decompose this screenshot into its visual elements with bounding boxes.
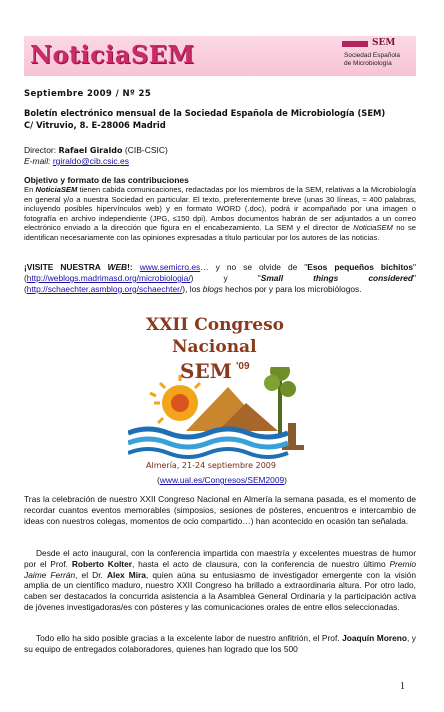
director-label: Director: bbox=[24, 145, 59, 155]
p2-kolter: Roberto Kolter bbox=[71, 558, 132, 569]
wave-3 bbox=[128, 449, 288, 457]
small-things-title: Small things considered bbox=[260, 273, 414, 283]
visit-web-paragraph bbox=[24, 262, 416, 295]
org-name-line2: de Microbiología bbox=[344, 60, 392, 67]
paragraph-3 bbox=[24, 633, 416, 655]
visit-f: " ( bbox=[24, 273, 416, 294]
p2-g: , quien aúna su entusiasmo de investigador emergente con la visión amplia de un científico maduro, nuestro XXII Congreso ha brillado a extraordinaria altura. Por otro lado, caben ser destacados la concurrida asistencia a la Asamblea General Ordinaria y la participación activa de jóvenes investigadoras/es con pósteres y las comunicaciones orales de entre ellos seleccionadas. bbox=[24, 569, 416, 612]
wave-2 bbox=[128, 439, 288, 447]
congress-year: '09 bbox=[236, 361, 250, 372]
objective-text bbox=[24, 185, 416, 243]
congress-title-line1: XXII Congreso bbox=[146, 315, 285, 335]
director-line bbox=[24, 145, 168, 156]
congress-title-line2: Nacional bbox=[172, 337, 257, 357]
visit-a: ¡VISITE NUESTRA bbox=[24, 262, 108, 272]
tree-leaves-3 bbox=[280, 381, 296, 397]
p2-a: Desde el acto inaugural, con la conferencia impartida con maestría y excelentes muestras de humor por el Prof. bbox=[24, 548, 416, 569]
noticiasem-logo: NoticiaSEM bbox=[30, 40, 195, 69]
objective-brand-2: NoticiaSEM bbox=[353, 223, 393, 233]
email-label: E-mail: bbox=[24, 156, 51, 166]
objective-text-b: tienen cabida comunicaciones, redactadas por los miembros de la SEM, relativas a la Microbiología en general y/o a nuestra Sociedad en particular. El texto, preferentemente breve (unas 30 líneas, ≈ 400 palabras, incluyendo posibles hipervínculos web) y en formato WORD (.doc), podrá ir acompañado por una imagen o fotografía en archivo independiente (JPG, ≤150 dpi). Ambos documentos habrán de ser adjuntados a un correo electrónico enviado a la dirección que figura en el encabezamiento. La SEM y el director de bbox=[24, 185, 417, 233]
p2-e: , el Dr. bbox=[75, 569, 107, 580]
sun-core bbox=[171, 394, 189, 412]
email-line bbox=[24, 156, 129, 166]
email-link[interactable]: rgiraldo@cib.csic.es bbox=[52, 156, 130, 166]
visit-c: … y no se olvide de " bbox=[200, 262, 308, 272]
p2-mira: Alex Mira bbox=[106, 569, 146, 580]
paragraph-2 bbox=[24, 548, 416, 613]
objective-text-c: no se identifican necesariamente con las opiniones expresadas a título particular por los autores de las noticias. bbox=[24, 223, 416, 242]
p3-moreno: Joaquín Moreno bbox=[342, 633, 407, 643]
semicro-link[interactable]: www.semicro.es bbox=[139, 262, 201, 272]
bichitos-link[interactable]: http://weblogs.madrimasd.org/microbiologia/ bbox=[26, 273, 191, 283]
paragraph-1: Tras la celebración de nuestro XXII Congreso Nacional en Almería la semana pasada, es el momento de recordar cuantos eventos memorables (simposios, sesiones de pósteres, encuentros e intercambio de ideas con nuestros colegas, momentos de ocio compartido…) han acontecido en ocasión tan señalada. bbox=[24, 494, 416, 526]
congress-title-line3: SEM bbox=[180, 359, 232, 383]
visit-d: " ( bbox=[24, 262, 416, 283]
sem-logo-text: SEM bbox=[372, 38, 396, 48]
p3-a: Todo ello ha sido posible gracias a la excelente labor de nuestro anfitrión, el Prof. bbox=[36, 633, 343, 643]
bulletin-address: C/ Vitruvio, 8. E-28006 Madrid bbox=[24, 120, 166, 130]
congress-date: Almería, 21-24 septiembre 2009 bbox=[146, 461, 276, 470]
congress-link[interactable]: www.ual.es/Congresos/SEM2009 bbox=[159, 475, 285, 485]
visit-h: hechos por y para los microbiólogos. bbox=[222, 284, 362, 294]
issue-number: Septiembre 2009 / Nº 25 bbox=[24, 89, 152, 99]
p2-c: , hasta el acto de clausura, con la conferencia de nuestro último bbox=[131, 558, 390, 569]
p2-premio: Premio Jaime Ferrán bbox=[24, 558, 416, 580]
p3-c: , y su equipo de entregados colaboradores, quienes han logrado que los 500 bbox=[24, 633, 416, 654]
visit-web: WEB bbox=[107, 262, 128, 272]
schaechter-link[interactable]: http://schaechter.asmblog.org/schaechter/ bbox=[26, 284, 183, 294]
sem-logo-bar bbox=[342, 41, 368, 47]
objective-title: Objetivo y formato de las contribuciones bbox=[24, 175, 189, 185]
bulletin-heading bbox=[24, 107, 385, 131]
visit-b: !: bbox=[127, 262, 140, 272]
director-affiliation: (CIB-CSIC) bbox=[122, 145, 168, 155]
visit-e: ) y " bbox=[190, 273, 261, 283]
sem-logo-icon bbox=[342, 38, 412, 50]
objective-brand: NoticiaSEM bbox=[35, 185, 78, 194]
microscope-icon bbox=[288, 423, 296, 445]
tree-leaves-2 bbox=[264, 375, 280, 391]
director-name: Rafael Giraldo bbox=[58, 146, 123, 155]
visit-g: ), los bbox=[182, 284, 203, 294]
page-number: 1 bbox=[400, 681, 405, 692]
objective-text-a: En bbox=[24, 185, 36, 194]
org-name-line1: Sociedad Española bbox=[344, 52, 401, 59]
congress-url-row: (www.ual.es/Congresos/SEM2009) bbox=[157, 475, 287, 485]
newsletter-header bbox=[24, 36, 416, 76]
visit-blogs: blogs bbox=[202, 284, 223, 294]
bichitos-title: Esos pequeños bichitos bbox=[307, 262, 414, 272]
congress-poster-image bbox=[128, 311, 316, 473]
bulletin-title: Boletín electrónico mensual de la Sociedad Española de Microbiología (SEM) bbox=[24, 108, 386, 118]
org-name bbox=[344, 52, 424, 68]
